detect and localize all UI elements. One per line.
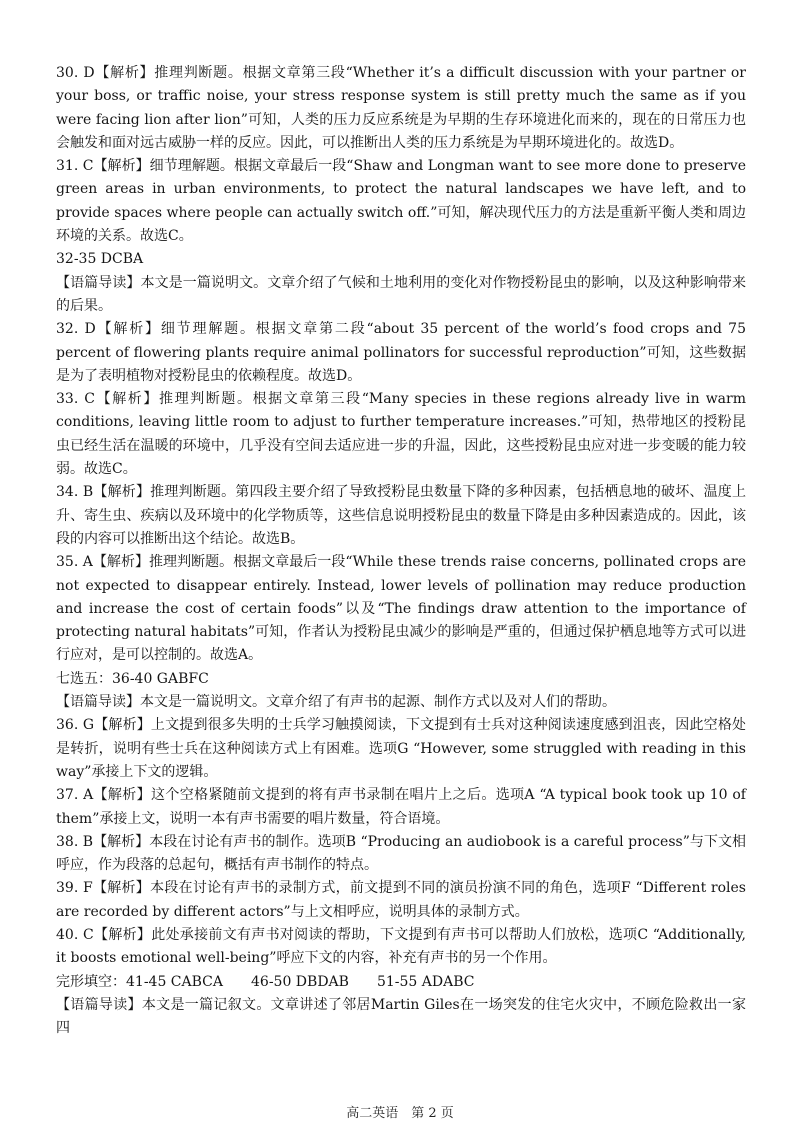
explanation-q35: 35. A【解析】推理判断题。根据文章最后一段“While these trends raise concerns, pollinated crops are not expected to disappear entirely. Instead, lower levels of pollination may reduce production and increase the cost of certain foods”以及“The findings draw attention to the importance of protecting natural habitats”可知，作者认为授粉昆虫减少的影响是严重的，但通过保护栖息地等方式可以进行应对，是可以控制的。故选A。 [56,554,746,664]
answer-key-32-35: 32-35 DCBA [56,251,144,268]
answer-explanations [56,62,746,1040]
explanation-q30: 30. D【解析】推理判断题。根据文章第三段“Whether it’s a difficult discussion with your partner or your boss, or traffic noise, your stress response system is still pretty much the same as if you were facing lion after lion”可知，人类的压力反应系统是为早期的生存环境进化而来的，现在的日常压力也会触发和面对远古威胁一样的反应。因此，可以推断出人类的压力系统是为早期环境进化的。故选D。 [56,65,746,151]
explanation-q33: 33. C【解析】推理判断题。根据文章第三段“Many species in these regions already live in warm conditions, leaving little room to adjust to further temperature increases.”可知，热带地区的授粉昆虫已经生活在温暖的环境中，几乎没有空间去适应进一步的升温，因此，这些授粉昆虫应对进一步变暖的能力较弱。故选C。 [56,391,746,478]
explanation-q38: 38. B【解析】本段在讨论有声书的制作。选项B “Producing an audiobook is a careful process”与下文相呼应，作为段落的总起句，概括有声书制作的特点。 [56,833,746,874]
page-footer: 高二英语 第 2 页 [346,1106,454,1121]
explanation-q40: 40. C【解析】此处承接前文有声书对阅读的帮助，下文提到有声书可以帮助人们放松，选项C “Additionally, it boosts emotional well-being”呼应下文的内容，补充有声书的另一个作用。 [56,926,746,967]
answer-key-cloze: 完形填空：41-45 CABCA 46-50 DBDAB 51-55 ADABC [56,973,475,990]
passage-guide-cloze: 【语篇导读】本文是一篇记叙文。文章讲述了邻居Martin Giles在一场突发的住宅火灾中，不顾危险救出一家四 [56,996,746,1037]
answer-key-36-40: 七选五：36-40 GABFC [56,670,209,687]
explanation-q31: 31. C【解析】细节理解题。根据文章最后一段“Shaw and Longman want to see more done to preserve green areas in urban environments, to protect the natural landscapes we have left, and to provide spaces where people can actually switch off.”可知，解决现代压力的方法是重新平衡人类和周边环境的关系。故选C。 [56,158,746,245]
passage-guide-seven-choose-five: 【语篇导读】本文是一篇说明文。文章介绍了有声书的起源、制作方式以及对人们的帮助。 [56,694,616,711]
explanation-q34: 34. B【解析】推理判断题。第四段主要介绍了导致授粉昆虫数量下降的多种因素，包括栖息地的破坏、温度上升、寄生虫、疾病以及环境中的化学物质等，这些信息说明授粉昆虫的数量下降是由多种因素造成的。因此，该段的内容可以推断出这个结论。故选B。 [56,484,746,547]
explanation-q36: 36. G【解析】上文提到很多失明的士兵学习触摸阅读，下文提到有士兵对这种阅读速度感到沮丧，因此空格处是转折，说明有些士兵在这种阅读方式上有困难。选项G “However, some struggled with reading in this way”承接上下文的逻辑。 [56,717,746,780]
passage-guide-c: 【语篇导读】本文是一篇说明文。文章介绍了气候和土地利用的变化对作物授粉昆虫的影响，以及这种影响带来的后果。 [56,274,746,314]
explanation-q39: 39. F【解析】本段在讨论有声书的录制方式，前文提到不同的演员扮演不同的角色，选项F “Different roles are recorded by different actors”与上文相呼应，说明具体的录制方式。 [56,880,746,920]
explanation-q37: 37. A【解析】这个空格紧随前文提到的将有声书录制在唱片上之后。选项A “A typical book took up 10 of them”承接上文，说明一本有声书需要的唱片数量，符合语境。 [56,787,746,827]
explanation-q32: 32. D【解析】细节理解题。根据文章第二段“about 35 percent of the world’s food crops and 75 percent of flowering plants require animal pollinators for successful reproduction”可知，这些数据是为了表明植物对授粉昆虫的依赖程度。故选D。 [56,321,746,384]
